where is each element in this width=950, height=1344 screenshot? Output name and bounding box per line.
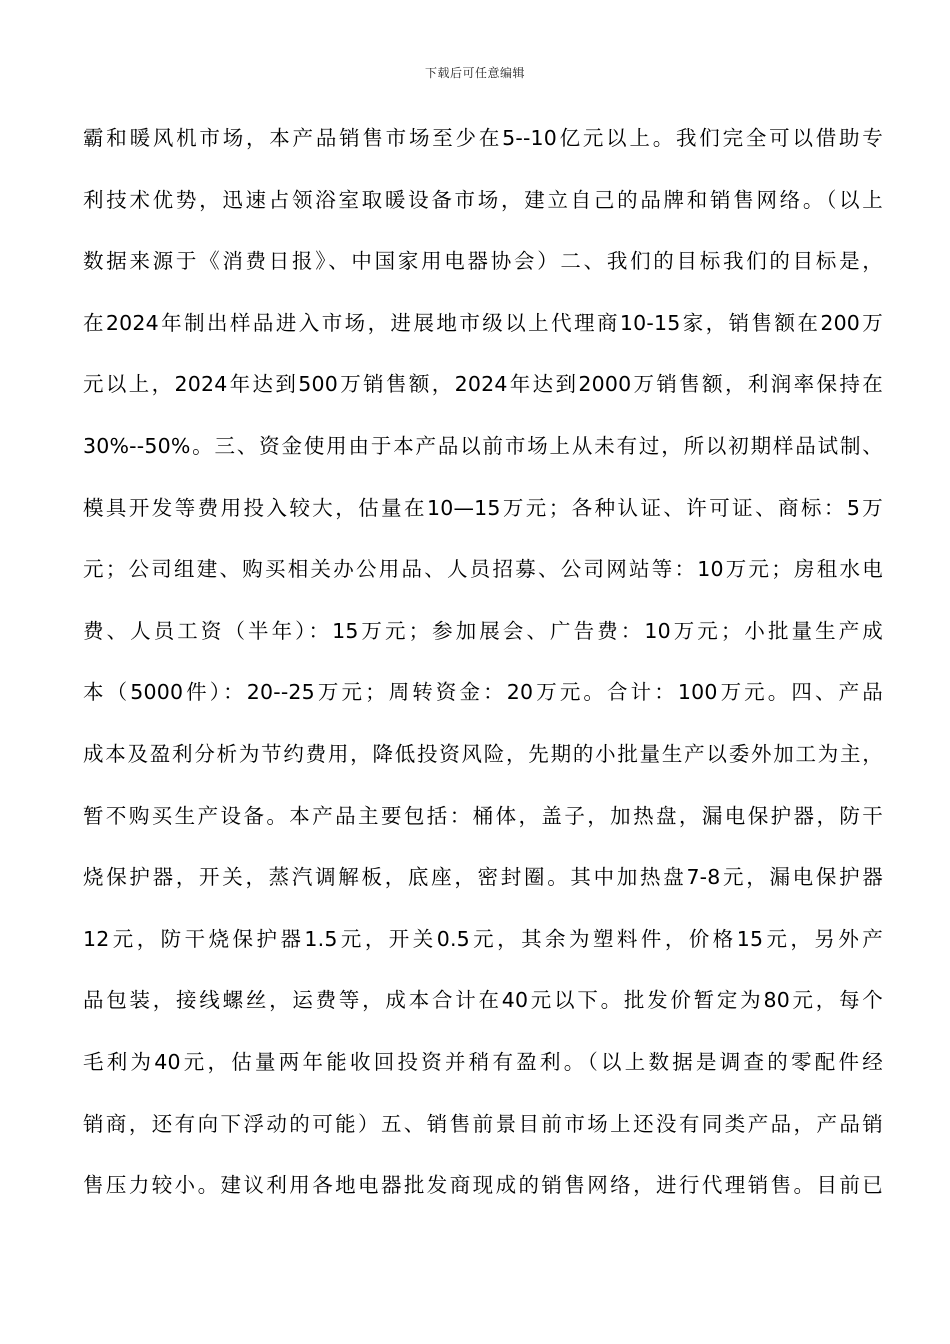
text-line: 12元，防干烧保护器1.5元，开关0.5元，其余为塑料件，价格15元，另外产 <box>83 926 883 951</box>
text-line: 成本及盈利分析为节约费用，降低投资风险，先期的小批量生产以委外加工为主， <box>83 741 883 766</box>
text-line: 模具开发等费用投入较大，估量在10—15万元；各种认证、许可证、商标：5万 <box>83 495 883 520</box>
text-line: 利技术优势，迅速占领浴室取暖设备市场，建立自己的品牌和销售网络。（以上 <box>83 187 883 212</box>
text-line: 售压力较小。建议利用各地电器批发商现成的销售网络，进行代理销售。目前已 <box>83 1173 883 1198</box>
text-line: 本（5000件）：20--25万元；周转资金：20万元。合计：100万元。四、产品 <box>83 680 883 705</box>
text-line: 暂不购买生产设备。本产品主要包括：桶体，盖子，加热盘，漏电保护器，防干 <box>83 803 883 828</box>
text-line: 在2024年制出样品进入市场，进展地市级以上代理商10-15家，销售额在200万 <box>83 310 883 335</box>
text-line: 品包装，接线螺丝，运费等，成本合计在40元以下。批发价暂定为80元，每个 <box>83 988 883 1013</box>
text-line: 元以上，2024年达到500万销售额，2024年达到2000万销售额，利润率保持在 <box>83 372 883 397</box>
text-line: 30%--50%。三、资金使用由于本产品以前市场上从未有过，所以初期样品试制、 <box>83 433 883 458</box>
page-header: 下载后可任意编辑 <box>424 66 525 80</box>
body-paragraph <box>83 118 883 1227</box>
text-line: 毛利为40元，估量两年能收回投资并稍有盈利。（以上数据是调查的零配件经 <box>83 1049 883 1074</box>
text-line: 销商，还有向下浮动的可能）五、销售前景目前市场上还没有同类产品，产品销 <box>83 1111 883 1136</box>
text-line: 霸和暖风机市场，本产品销售市场至少在5--10亿元以上。我们完全可以借助专 <box>83 126 883 150</box>
text-line: 烧保护器，开关，蒸汽调解板，底座，密封圈。其中加热盘7-8元，漏电保护器 <box>83 865 883 890</box>
text-line: 元；公司组建、购买相关办公用品、人员招募、公司网站等：10万元；房租水电 <box>83 557 883 582</box>
text-line: 数据来源于《消费日报》、中国家用电器协会）二、我们的目标我们的目标是， <box>83 249 883 274</box>
text-line: 费、人员工资（半年）：15万元；参加展会、广告费：10万元；小批量生产成 <box>83 618 883 643</box>
